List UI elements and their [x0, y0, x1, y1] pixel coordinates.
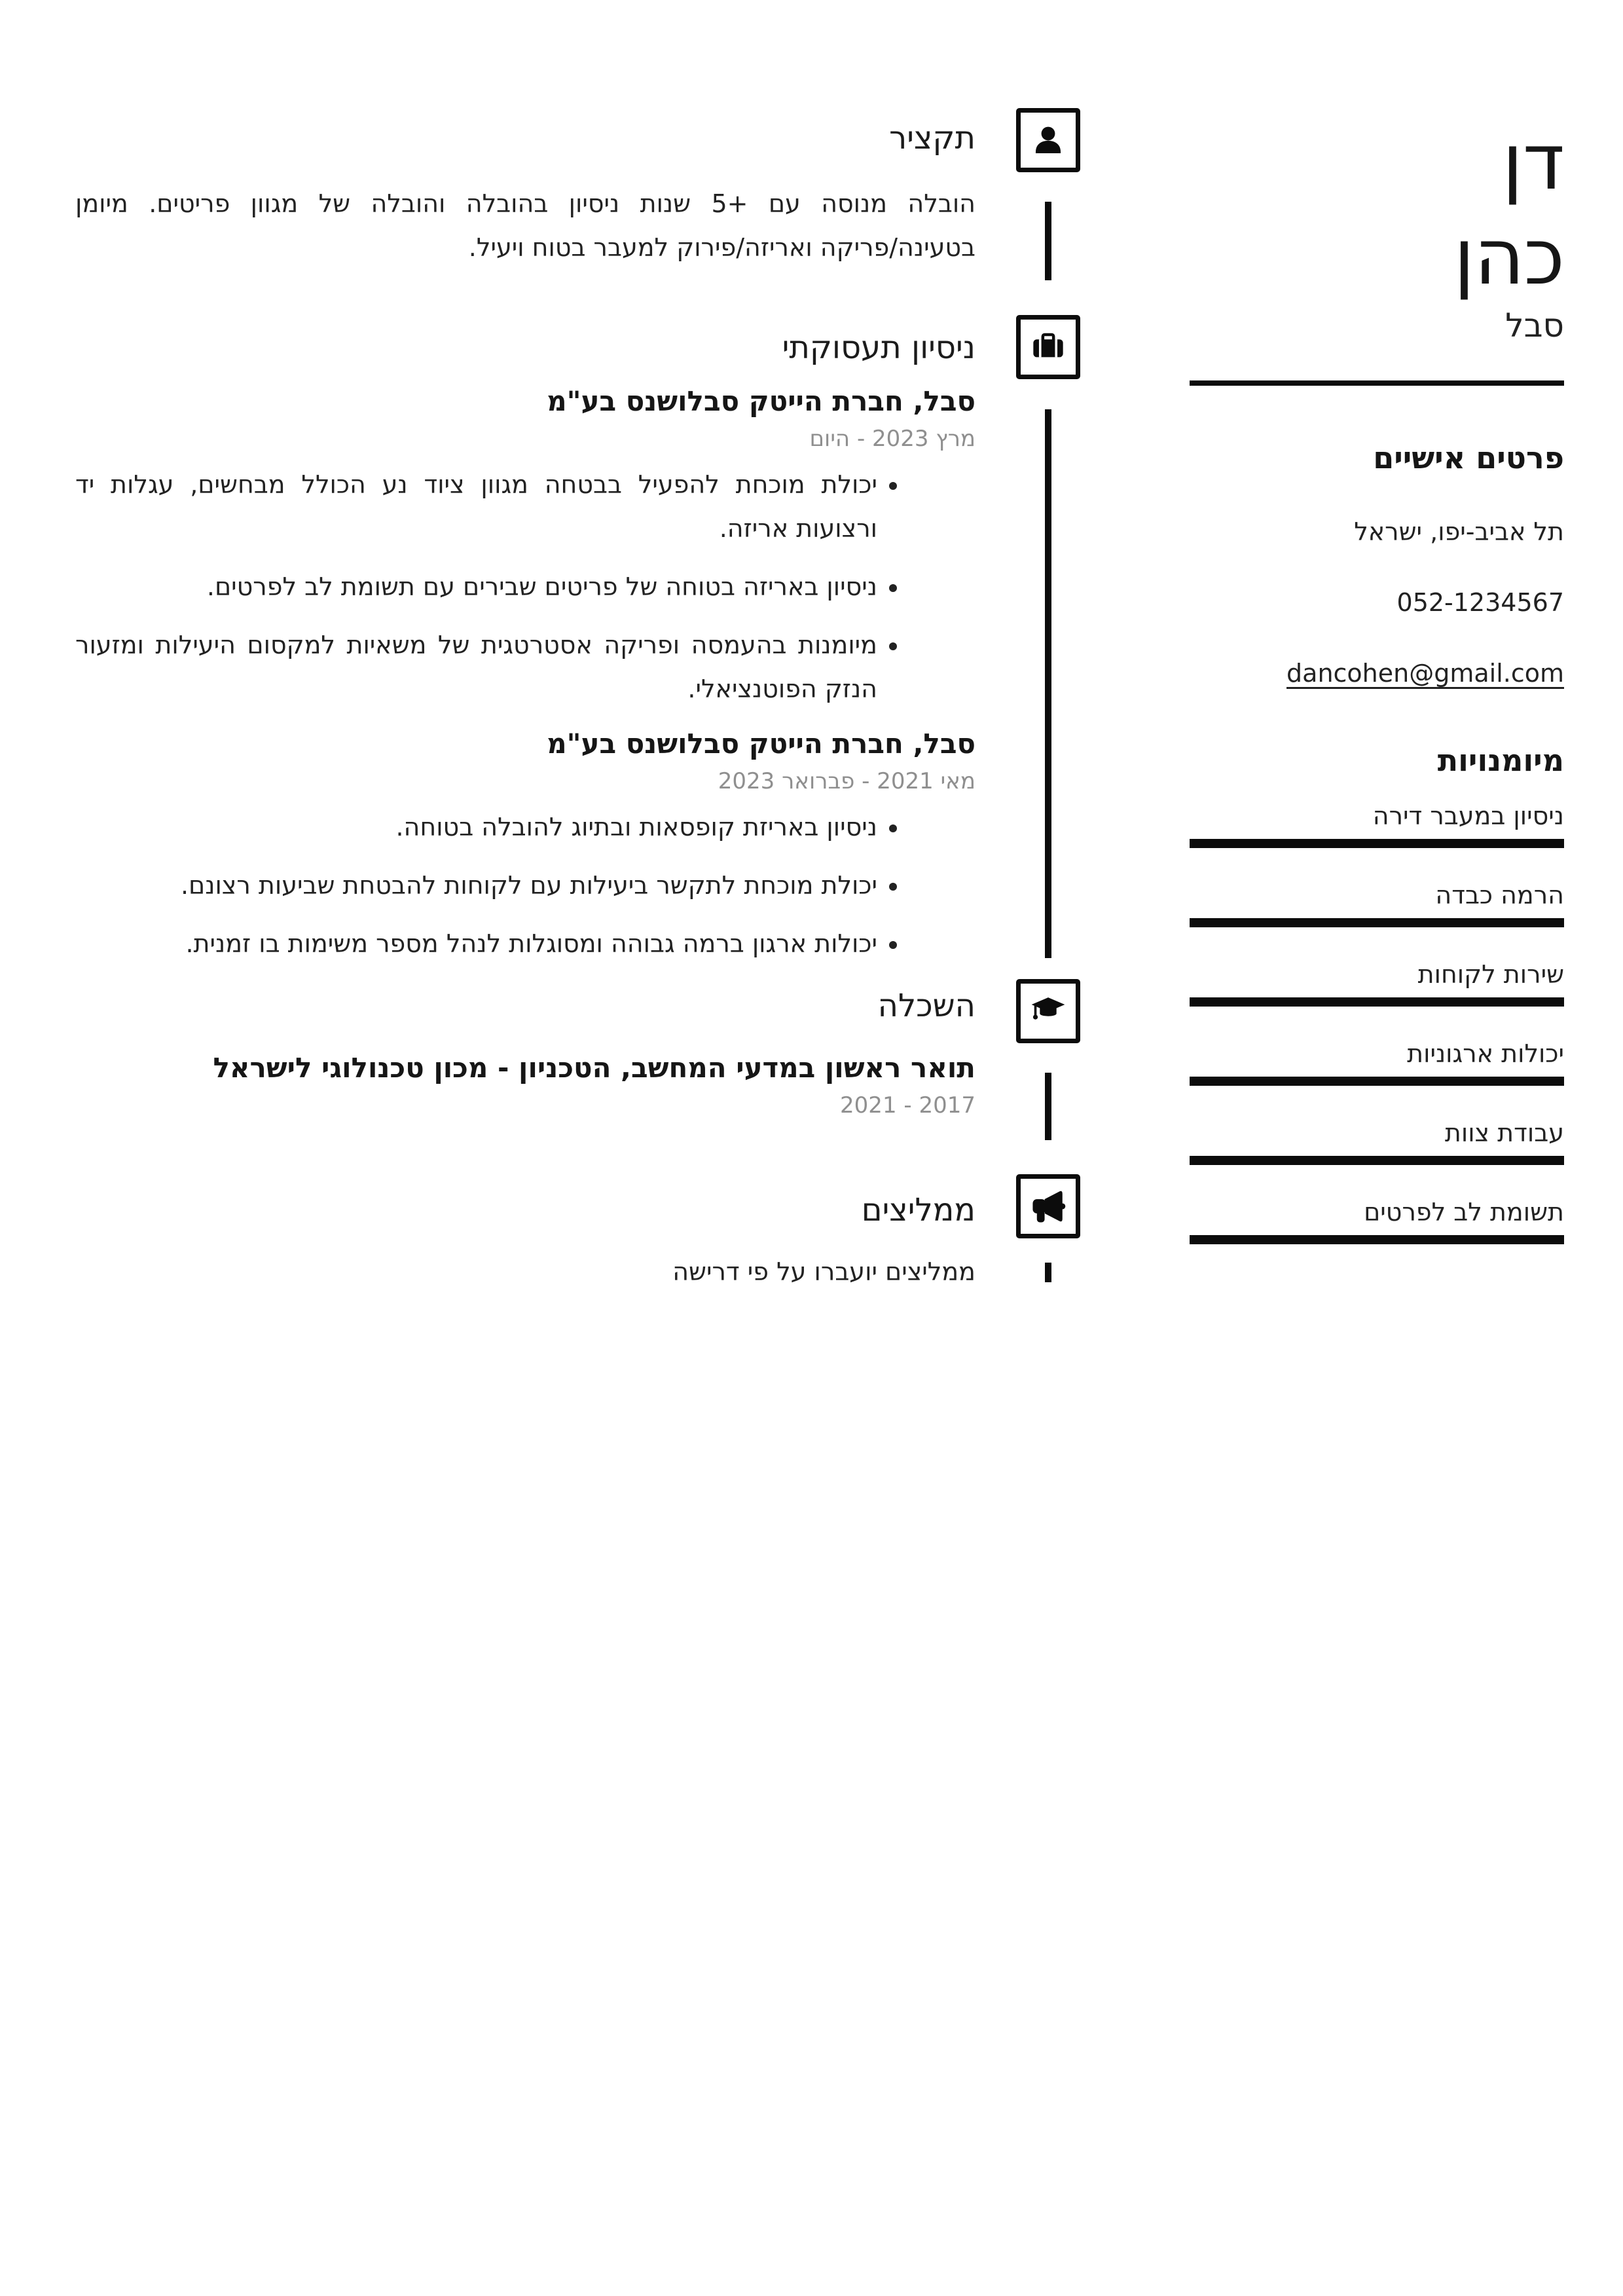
- skill-label: ניסיון במעבר דירה: [1372, 802, 1564, 830]
- email-line: [1190, 657, 1564, 690]
- skill-level-bar: [1190, 839, 1564, 848]
- skill-level-bar: [1190, 918, 1564, 927]
- job-bullet: • ניסיון באריזה בטוחה של פריטים שבירים עם תשומת לב לפרטים.: [75, 565, 877, 609]
- job-bullets: [75, 463, 976, 711]
- job-bullet: • ניסיון באריזת קופסאות ובתיוג להובלה בטוחה.: [75, 805, 877, 849]
- skill-item: [1190, 1196, 1564, 1244]
- skill-level-bar: [1190, 997, 1564, 1007]
- phone-text: 052-1234567: [1396, 588, 1564, 617]
- job-bullet: • יכולת מוכחת לתקשר ביעילות עם לקוחות להבטחת שביעות רצונם.: [75, 864, 877, 908]
- skill-item: [1190, 1037, 1564, 1086]
- education-dates: 2017 - 2021: [840, 1092, 976, 1119]
- education-heading: השכלה: [877, 988, 976, 1024]
- skill-label: עבודת צוות: [1444, 1119, 1564, 1147]
- megaphone-icon: [1029, 1187, 1067, 1225]
- candidate-first-name: דן: [1502, 117, 1564, 207]
- degree-title: תואר ראשון במדעי המחשב, הטכניון - מכון טכנולוגי לישראל: [213, 1052, 976, 1084]
- main-column: [75, 118, 976, 1294]
- job-dates: מרץ 2023 - היום: [809, 426, 976, 452]
- references-text: ממליצים יועברו על פי דרישה: [672, 1257, 976, 1286]
- summary-text: הובלה מנוסה עם +5 שנות ניסיון בהובלה והובלה של מגוון פריטים. מיומן בטעינה/פריקה ואריזה/פירוק למעבר בטוח ויעיל.: [75, 189, 976, 262]
- job-entry: [75, 383, 976, 711]
- rail-segment: [1045, 1263, 1051, 1282]
- candidate-name: [1190, 115, 1564, 305]
- job-bullet: • יכולות ארגון ברמה גבוהה ומסוגלות לנהל מספר משימות בו זמנית.: [75, 922, 877, 966]
- job-bullet: • יכולת מוכחת להפעיל בבטחה מגוון ציוד נע הכולל מבחשים, עגלות יד ורצועות אריזה.: [75, 463, 877, 551]
- candidate-job-title: סבל: [1505, 306, 1564, 344]
- email-link[interactable]: dancohen@gmail.com: [1286, 659, 1564, 688]
- sidebar-divider: [1190, 380, 1564, 386]
- summary-icon-box: [1016, 108, 1080, 172]
- timeline-rail: [1016, 0, 1080, 1375]
- rail-segment: [1045, 202, 1051, 280]
- graduation-cap-icon: [1029, 992, 1067, 1030]
- location-text: תל אביב-יפו, ישראל: [1354, 517, 1564, 546]
- references-heading: ממליצים: [861, 1192, 976, 1229]
- job-title-line: סבל, חברת הייטק סבלושנס בע"מ: [547, 385, 976, 417]
- skill-item: [1190, 800, 1564, 848]
- references-icon-box: [1016, 1174, 1080, 1238]
- skill-item: [1190, 879, 1564, 927]
- job-title-line: סבל, חברת הייטק סבלושנס בע"מ: [547, 728, 976, 760]
- personal-details-heading: פרטים אישיים: [1373, 440, 1564, 475]
- skills-list: [1190, 800, 1564, 1244]
- experience-heading: ניסיון תעסוקתי: [782, 329, 976, 366]
- rail-segment: [1045, 1073, 1051, 1140]
- sidebar: [1190, 0, 1564, 1275]
- education-icon-box: [1016, 979, 1080, 1043]
- skill-item: [1190, 958, 1564, 1007]
- summary-heading: תקציר: [889, 120, 976, 157]
- skill-level-bar: [1190, 1077, 1564, 1086]
- skill-level-bar: [1190, 1156, 1564, 1165]
- skills-heading: מיומנויות: [1437, 743, 1564, 778]
- skill-label: תשומת לב לפרטים: [1364, 1198, 1564, 1227]
- rail-segment: [1045, 409, 1051, 958]
- job-bullet: • מיומנות בהעמסה ופריקה אסטרטגית של משאיות למקסום היעילות ומזעור הנזק הפוטנציאלי.: [75, 623, 877, 711]
- skill-level-bar: [1190, 1235, 1564, 1244]
- skill-label: יכולות ארגוניות: [1407, 1039, 1564, 1068]
- skill-item: [1190, 1117, 1564, 1165]
- job-dates: מאי 2021 - פברואר 2023: [718, 768, 976, 794]
- briefcase-icon: [1029, 328, 1067, 366]
- candidate-last-name: כהן: [1453, 212, 1564, 302]
- job-entry: [75, 726, 976, 966]
- skill-label: הרמה כבדה: [1435, 881, 1564, 910]
- person-icon: [1029, 121, 1067, 159]
- skill-label: שירות לקוחות: [1417, 960, 1564, 989]
- experience-icon-box: [1016, 315, 1080, 379]
- jobs-list: [75, 383, 976, 966]
- job-bullets: [75, 805, 976, 966]
